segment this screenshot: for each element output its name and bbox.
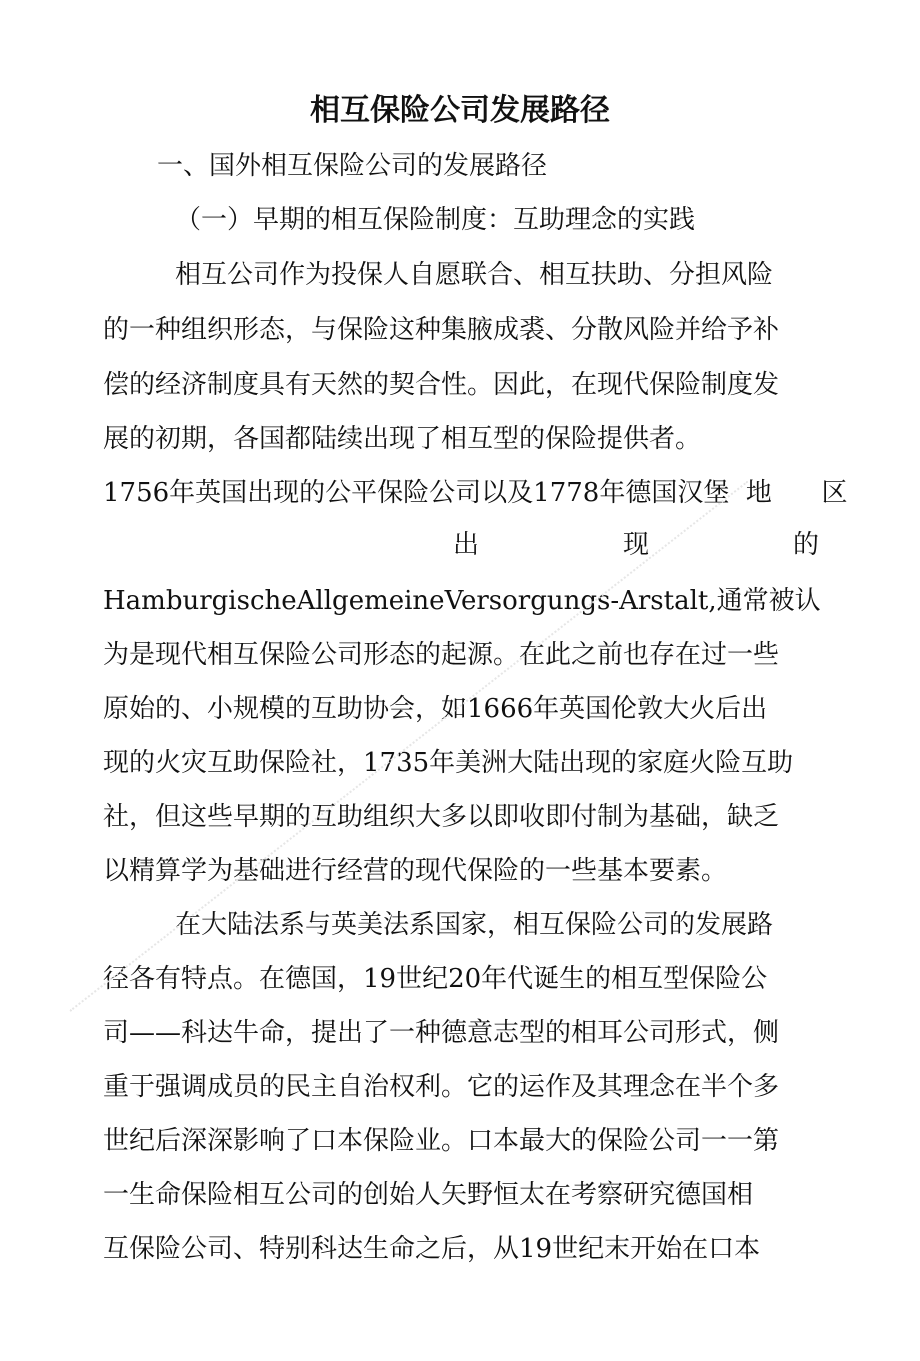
spread-char: 现 bbox=[622, 530, 649, 560]
paragraph-line: 展的初期，各国都陆续出现了相互型的保险提供者。 bbox=[103, 424, 702, 454]
section-heading: 一、国外相互保险公司的发展路径 bbox=[157, 151, 548, 181]
paragraph-line: 现的火灾互助保险社，1735年美洲大陆出现的家庭火险互助 bbox=[103, 748, 794, 778]
paragraph-line: 在大陆法系与英美法系国家，相互保险公司的发展路 bbox=[175, 910, 774, 940]
paragraph-line: 径各有特点。在德国，19世纪20年代诞生的相互型保险公 bbox=[103, 964, 768, 994]
paragraph-line: 相互公司作为投保人自愿联合、相互扶助、分担风险 bbox=[175, 260, 774, 290]
paragraph-line: 原始的、小规模的互助协会，如1666年英国伦敦大火后出 bbox=[103, 694, 768, 724]
paragraph-line: 社，但这些早期的互助组织大多以即收即付制为基础，缺乏 bbox=[103, 802, 780, 832]
paragraph-line: 重于强调成员的民主自治权利。它的运作及其理念在半个多 bbox=[103, 1072, 780, 1102]
spread-line bbox=[103, 532, 819, 558]
paragraph-line: 一生命保险相互公司的创始人矢野恒太在考察研究德国相 bbox=[103, 1180, 754, 1210]
paragraph-line: 为是现代相互保险公司形态的起源。在此之前也存在过一些 bbox=[103, 640, 780, 670]
paragraph-line: 的一种组织形态，与保险这种集腋成裘、分散风险并给予补 bbox=[103, 315, 780, 345]
paragraph-line: 以精算学为基础进行经营的现代保险的一些基本要素。 bbox=[103, 856, 728, 886]
spread-char: 出 bbox=[453, 530, 480, 560]
paragraph-line: 偿的经济制度具有天然的契合性。因此，在现代保险制度发 bbox=[103, 370, 780, 400]
paragraph-line: 互保险公司、特别科达生命之后，从19世纪末开始在口本 bbox=[103, 1234, 761, 1264]
paragraph-line: 世纪后深深影响了口本保险业。口本最大的保险公司一一第 bbox=[103, 1126, 780, 1156]
page-title: 相互保险公司发展路径 bbox=[310, 93, 610, 128]
subsection-heading: （一）早期的相互保险制度：互助理念的实践 bbox=[175, 205, 696, 235]
paragraph-line: HamburgischeAllgemeineVersorgungs-Arstalt,通常被认 bbox=[103, 586, 821, 616]
spread-char: 的 bbox=[792, 530, 819, 560]
paragraph-line: 司——科达牛命，提出了一种德意志型的相耳公司形式，侧 bbox=[103, 1018, 780, 1048]
paragraph-line: 1756年英国出现的公平保险公司以及1778年德国汉堡 地 区 bbox=[103, 478, 848, 508]
